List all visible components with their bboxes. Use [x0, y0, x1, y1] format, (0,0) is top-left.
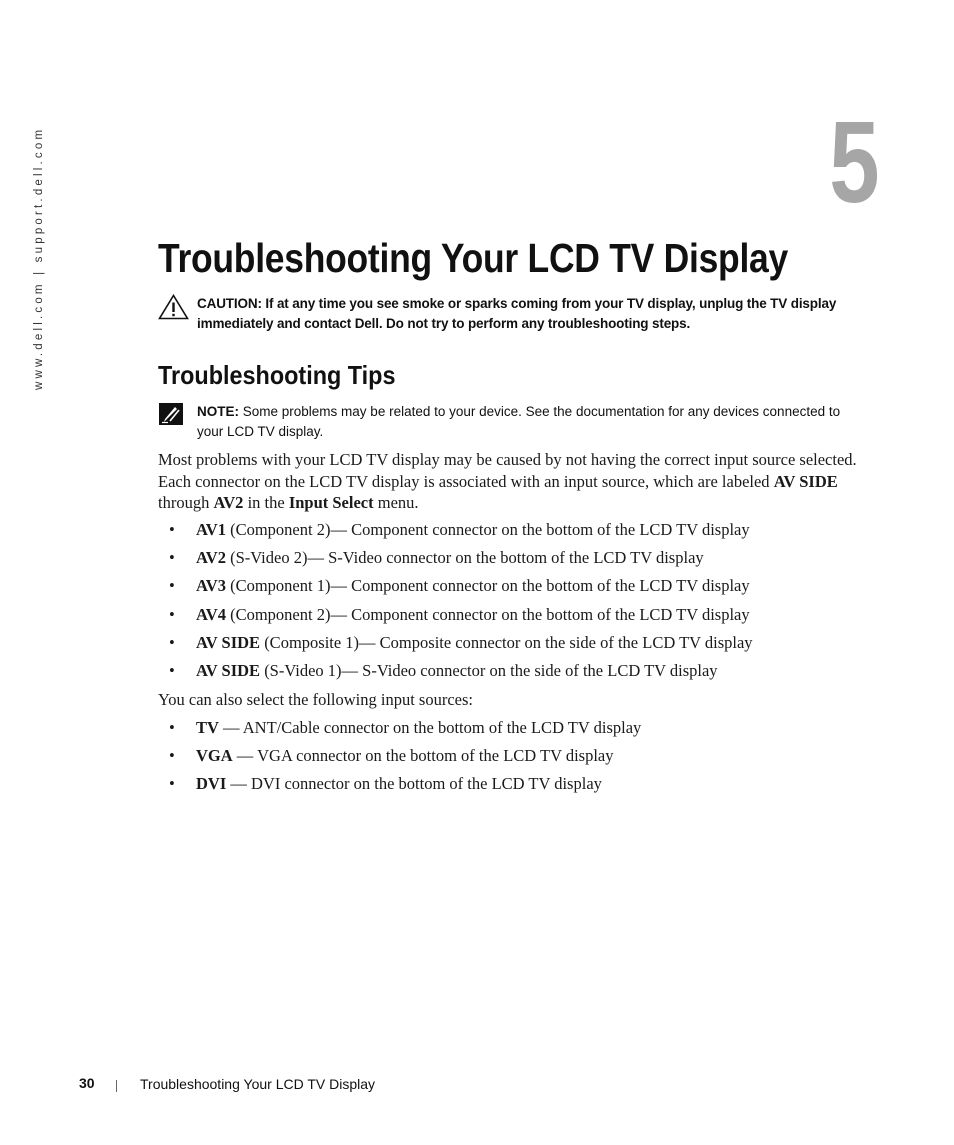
bullet-dot: • — [169, 632, 175, 652]
bullet-dot: • — [169, 660, 175, 680]
intro-paragraph — [158, 449, 858, 514]
list-item — [158, 660, 858, 688]
input-detail: — DVI connector on the bottom of the LCD TV display — [230, 774, 602, 794]
list-item — [158, 519, 858, 547]
note-text-block — [197, 402, 863, 442]
side-url-text: www.dell.com | support.dell.com — [33, 126, 45, 390]
input-detail: — VGA connector on the bottom of the LCD TV display — [236, 746, 614, 766]
input-detail: (S-Video 2)— S-Video connector on the bottom of the LCD TV display — [230, 548, 704, 568]
intro-menu-name: Input Select — [288, 493, 374, 512]
input-detail: (Component 2)— Component connector on the bottom of the LCD TV display — [230, 604, 750, 624]
list-item — [158, 604, 858, 632]
input-name: AV4 — [196, 604, 226, 624]
intro-end: menu. — [373, 493, 419, 512]
input-detail: (Composite 1)— Composite connector on the side of the LCD TV display — [264, 632, 753, 652]
other-input-list — [158, 717, 858, 802]
input-name: AV2 — [196, 548, 226, 568]
list-item — [158, 773, 858, 801]
warning-triangle-icon — [158, 294, 189, 326]
list-item — [158, 575, 858, 603]
footer-running-title: Troubleshooting Your LCD TV Display — [140, 1076, 376, 1092]
list-item — [158, 717, 858, 745]
input-detail: — ANT/Cable connector on the bottom of the LCD TV display — [223, 718, 642, 737]
intro-av2: AV2 — [213, 493, 244, 512]
input-name: DVI — [196, 774, 227, 794]
input-name: AV SIDE — [196, 660, 261, 680]
bullet-dot: • — [169, 576, 175, 596]
caution-callout — [158, 294, 863, 334]
note-text: Some problems may be related to your device. See the documentation for any devices connected to your LCD TV display. — [197, 404, 841, 439]
input-detail: (Component 1)— Component connector on the bottom of the LCD TV display — [230, 576, 750, 596]
bullet-dot: • — [169, 774, 175, 794]
section-heading: Troubleshooting Tips — [158, 360, 396, 390]
list-item — [158, 632, 858, 660]
bullet-dot: • — [169, 604, 175, 624]
caution-text: If at any time you see smoke or sparks coming from your TV display, unplug the TV display immediately and contact Dell. Do not try to perform any troubleshooting steps. — [197, 296, 837, 331]
note-callout — [158, 402, 863, 442]
footer-separator — [116, 1080, 117, 1092]
intro-text: Most problems with your LCD TV display may be caused by not having the correct input source selected. Each connector on the LCD TV display is associated with an input source, which are labeled — [158, 450, 857, 491]
input-name: AV SIDE — [196, 632, 261, 652]
input-detail: (Component 2)— Component connector on the bottom of the LCD TV display — [230, 520, 750, 539]
list-item — [158, 547, 858, 575]
note-pencil-icon — [158, 402, 184, 432]
list-item — [158, 745, 858, 773]
input-name: TV — [196, 718, 219, 737]
intro-av-side: AV SIDE — [773, 471, 838, 491]
page-footer — [0, 1075, 954, 1097]
chapter-number: 5 — [829, 97, 880, 227]
av-input-list — [158, 519, 858, 688]
intro-in-the: in the — [243, 493, 289, 512]
page-title: Troubleshooting Your LCD TV Display — [158, 235, 788, 281]
input-name: AV1 — [196, 520, 226, 539]
bullet-dot: • — [169, 548, 175, 568]
also-select-text: You can also select the following input sources: — [158, 690, 473, 709]
bullet-dot: • — [169, 746, 175, 766]
note-label: NOTE: — [197, 404, 239, 419]
intro-through: through — [158, 493, 214, 512]
caution-label: CAUTION: — [197, 296, 262, 311]
input-name: VGA — [196, 746, 233, 766]
bullet-dot: • — [169, 520, 175, 539]
caution-text-block — [197, 294, 863, 334]
input-detail: (S-Video 1)— S-Video connector on the side of the LCD TV display — [264, 660, 718, 680]
bullet-dot: • — [169, 718, 175, 737]
page-number: 30 — [79, 1075, 95, 1091]
input-name: AV3 — [196, 576, 226, 596]
